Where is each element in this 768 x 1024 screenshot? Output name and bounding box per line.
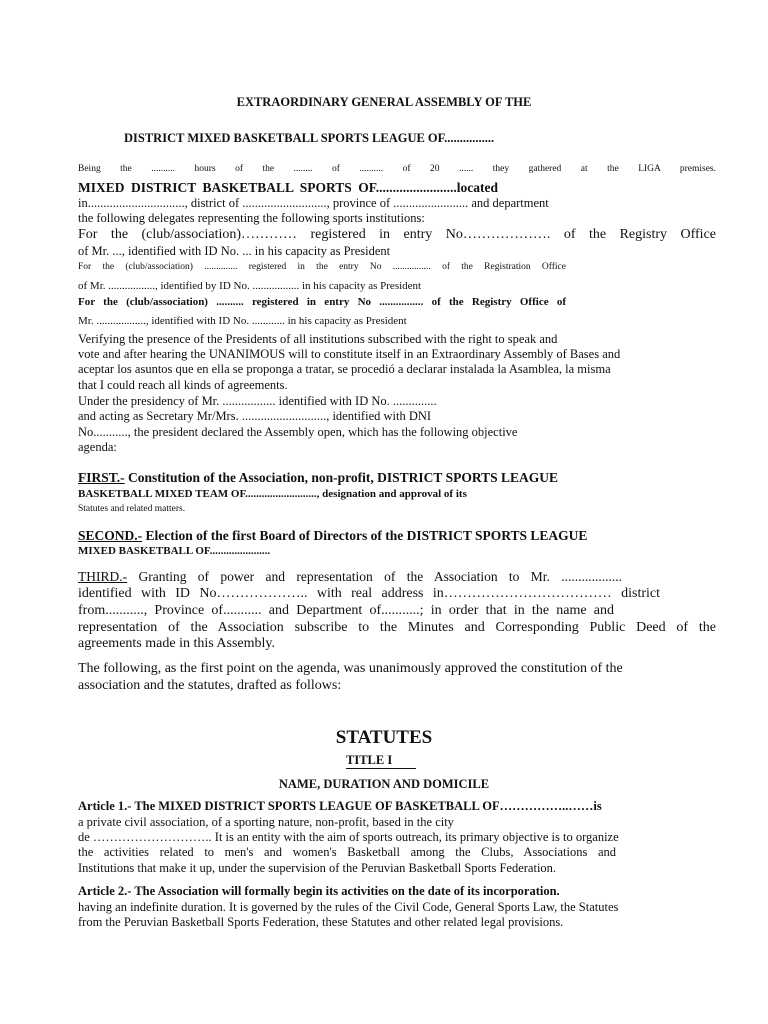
verify-line: Verifying the presence of the Presidents of all institutions subscribed with the right to speak and: [78, 332, 558, 346]
agenda-first-text: Constitution of the Association, non-profit, DISTRICT SPORTS LEAGUE: [124, 470, 558, 485]
article-2-line: having an indefinite duration. It is governed by the rules of the Civil Code, General Sports Law, the Statutes: [78, 900, 619, 914]
document-subtitle: DISTRICT MIXED BASKETBALL SPORTS LEAGUE OF................: [124, 131, 495, 145]
agenda-first: [78, 471, 558, 485]
agenda-third-line: agreements made in this Assembly.: [78, 636, 275, 651]
verify-line: Under the presidency of Mr. ................. identified with ID No. ..............: [78, 394, 437, 408]
agenda-third-line: representation of the Association subscribe to the Minutes and Corresponding Public Deed of the: [78, 620, 716, 635]
agenda-third-text: Granting of power and representation of the Association to Mr. ..................: [127, 569, 622, 584]
agenda-first-label: FIRST.-: [78, 470, 125, 485]
delegate-line: For the (club/association) .......... registered in entry No ................ of the Registry Office of: [78, 296, 566, 308]
verify-line: vote and after hearing the UNANIMOUS will to constitute itself in an Extraordinary Assembly of Bases and: [78, 347, 621, 361]
agenda-third-label: THIRD.-: [78, 569, 128, 584]
article-1-line: a private civil association, of a sporting nature, non-profit, based in the city: [78, 815, 454, 829]
delegate-line: of Mr. ................., identified by ID No. ................. in his capacity as President: [78, 280, 422, 292]
article-2-line: from the Peruvian Basketball Sports Federation, these Statutes and other related legal provisions.: [78, 915, 564, 929]
agenda-second: [78, 529, 587, 543]
agenda-second-line: MIXED BASKETBALL OF......................: [78, 545, 271, 557]
agenda-third-line: from..........., Province of........... and Department of...........; in order that in the name and: [78, 603, 614, 618]
approval-line: association and the statutes, drafted as follows:: [78, 678, 342, 693]
verify-line: aceptar los asuntos que en ella se proponga a tratar, se procedió a declarar instalada la Asamblea, la misma: [78, 362, 611, 376]
intro-line: Being the .......... hours of the ........ of .......... of 20 ...... they gathered at the LIGA premises.: [78, 164, 716, 174]
article-1-line: Institutions that make it up, under the supervision of the Peruvian Basketball Sports Federation.: [78, 861, 557, 875]
verify-line: agenda:: [78, 440, 117, 454]
article-2-heading: Article 2.- The Association will formally begin its activities on the date of its incorporation.: [78, 884, 560, 898]
title-one-subtitle: NAME, DURATION AND DOMICILE: [278, 777, 490, 791]
article-1-line: the activities related to men's and women's Basketball among the Clubs, Associations and: [78, 845, 616, 859]
verify-line: No..........., the president declared the Assembly open, which has the following objective: [78, 425, 518, 439]
approval-line: The following, as the first point on the agenda, was unanimously approved the constitution of the: [78, 661, 623, 676]
delegate-line: of Mr. ..., identified with ID No. ... in his capacity as President: [78, 244, 391, 258]
verify-line: that I could reach all kinds of agreements.: [78, 378, 288, 392]
intro-line: in..............................., district of ..........................., province of ........................ and department: [78, 196, 549, 210]
delegate-line: Mr. .................., identified with ID No. ............ in his capacity as President: [78, 315, 407, 327]
article-1-heading: Article 1.- The MIXED DISTRICT SPORTS LEAGUE OF BASKETBALL OF……………..……is: [78, 799, 602, 813]
intro-line: the following delegates representing the following sports institutions:: [78, 211, 425, 225]
agenda-first-line: Statutes and related matters.: [78, 504, 186, 514]
title-one: TITLE I: [346, 754, 416, 769]
delegate-line: For the (club/association) .............. registered in the entry No ................ of the Registration Office: [78, 262, 566, 272]
agenda-first-line: BASKETBALL MIXED TEAM OF.........................., designation and approval of its: [78, 488, 467, 500]
verify-line: and acting as Secretary Mr/Mrs. ..........................., identified with DNI: [78, 409, 432, 423]
agenda-third: [78, 570, 622, 584]
document-title: EXTRAORDINARY GENERAL ASSEMBLY OF THE: [236, 95, 532, 109]
statutes-heading: STATUTES: [335, 727, 433, 748]
agenda-third-line: identified with ID No……………….. with real address in……………………………… district: [78, 586, 660, 601]
delegate-line: For the (club/association)………… registered in entry No………………. of the Registry Office: [78, 227, 716, 242]
intro-league-line: MIXED DISTRICT BASKETBALL SPORTS OF........................located: [78, 180, 498, 195]
agenda-second-label: SECOND.-: [78, 528, 143, 543]
agenda-second-text: Election of the first Board of Directors of the DISTRICT SPORTS LEAGUE: [142, 528, 588, 543]
article-1-line: de ……………………….. It is an entity with the aim of sports outreach, its primary objective is to organize: [78, 830, 619, 844]
